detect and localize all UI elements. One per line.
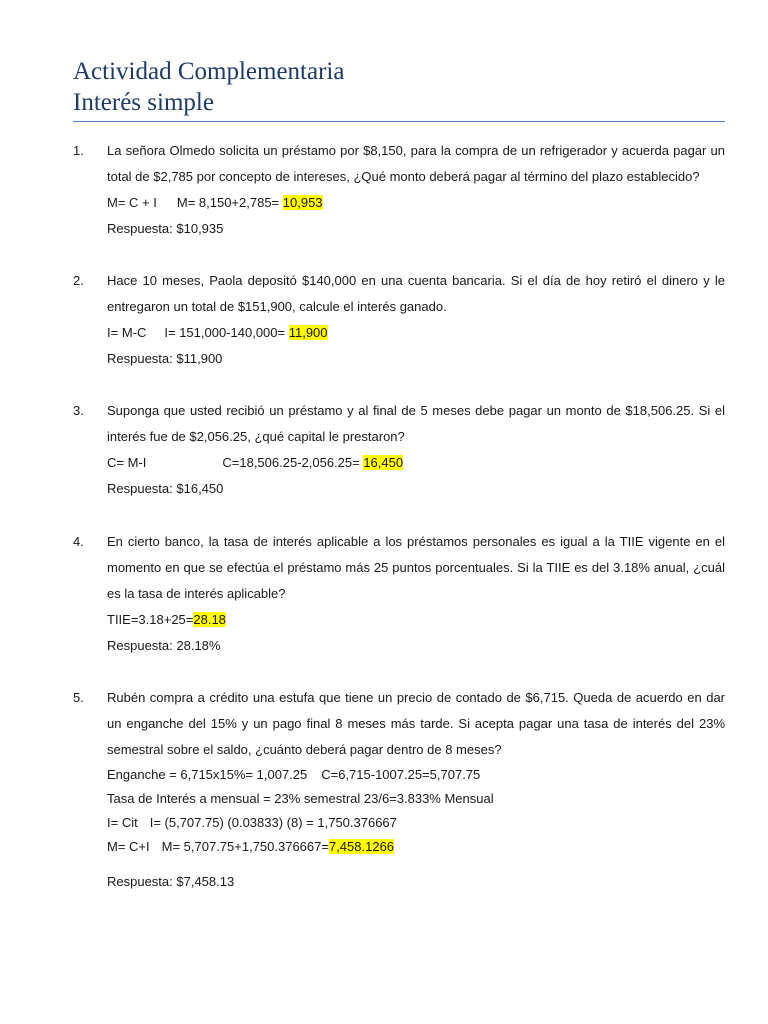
formula: I= Cit bbox=[107, 815, 138, 830]
problem-statement: En cierto banco, la tasa de interés aplicable a los préstamos personales es igual a la TIIE vigente en el momento en que se efectúa el préstamo más 25 puntos porcentuales. Si la TIIE es del 3.18% anual, ¿cuál es la tasa de interés aplicable? bbox=[107, 534, 725, 601]
enganche: Enganche = 6,715x15%= 1,007.25 bbox=[107, 767, 308, 782]
problem-number: 1. bbox=[73, 143, 84, 158]
problem-body bbox=[107, 685, 725, 895]
document-subtitle: Interés simple bbox=[73, 89, 214, 116]
interes-line bbox=[107, 811, 725, 835]
calculation: I= (5,707.75) (0.03833) (8) = 1,750.376667 bbox=[149, 815, 397, 830]
highlighted-result: 16,450 bbox=[363, 455, 404, 470]
calculation: C=18,506.25-2,056.25= bbox=[222, 455, 364, 470]
capital: C=6,715-1007.25=5,707.75 bbox=[321, 767, 481, 782]
problem-statement: Hace 10 meses, Paola depositó $140,000 en una cuenta bancaria. Si el día de hoy retiró el dinero y le entregaron un total de $151,900, calcule el interés ganado. bbox=[107, 273, 725, 314]
title-divider bbox=[73, 121, 725, 122]
calculation: M= 5,707.75+1,750.376667= bbox=[161, 839, 329, 854]
problem-calculation bbox=[107, 190, 725, 216]
formula: M= C+I bbox=[107, 839, 150, 854]
calculation: TIIE=3.18+25= bbox=[107, 612, 194, 627]
title-block bbox=[73, 56, 725, 118]
problem-calculation bbox=[107, 320, 725, 346]
problem-answer: Respuesta: $11,900 bbox=[107, 351, 223, 366]
problem-answer: Respuesta: $16,450 bbox=[107, 481, 224, 496]
tasa-line: Tasa de Interés a mensual = 23% semestral 23/6=3.833% Mensual bbox=[107, 791, 494, 806]
document-title: Actividad Complementaria bbox=[73, 58, 345, 85]
highlighted-result: 7,458.1266 bbox=[328, 839, 395, 854]
problem-body bbox=[107, 529, 725, 659]
formula: M= C + I bbox=[107, 195, 157, 210]
formula: C= M-I bbox=[107, 455, 147, 470]
formula: I= M-C bbox=[107, 325, 147, 340]
problem-answer: Respuesta: 28.18% bbox=[107, 638, 221, 653]
problem-answer: Respuesta: $10,935 bbox=[107, 221, 224, 236]
problem-number: 5. bbox=[73, 690, 84, 705]
problem-number: 4. bbox=[73, 534, 84, 549]
problem-body bbox=[107, 268, 725, 372]
problem-calculation bbox=[107, 607, 725, 633]
problem-statement: Suponga que usted recibió un préstamo y al final de 5 meses debe pagar un monto de $18,506.25. Si el interés fue de $2,056.25, ¿qué capital le prestaron? bbox=[107, 403, 725, 444]
highlighted-result: 28.18 bbox=[193, 612, 226, 627]
problem-body bbox=[107, 398, 725, 502]
enganche-line bbox=[107, 763, 725, 787]
highlighted-result: 10,953 bbox=[282, 195, 323, 210]
problem-number: 2. bbox=[73, 273, 84, 288]
problem-statement: Rubén compra a crédito una estufa que tiene un precio de contado de $6,715. Queda de acuerdo en dar un enganche del 15% y un pago final 8 meses más tarde. Si acepta pagar una tasa de interés del 23% semestral sobre el saldo, ¿cuánto deberá pagar dentro de 8 meses? bbox=[107, 690, 725, 757]
problem-number: 3. bbox=[73, 403, 84, 418]
problem-answer: Respuesta: $7,458.13 bbox=[107, 874, 235, 889]
highlighted-result: 11,900 bbox=[288, 325, 328, 340]
problem-statement: La señora Olmedo solicita un préstamo por $8,150, para la compra de un refrigerador y acuerda pagar un total de $2,785 por concepto de intereses, ¿Qué monto deberá pagar al término del plazo establecido? bbox=[107, 143, 725, 184]
monto-line bbox=[107, 835, 725, 859]
calculation: I= 151,000-140,000= bbox=[164, 325, 289, 340]
calculation: M= 8,150+2,785= bbox=[176, 195, 283, 210]
problem-calculation bbox=[107, 450, 725, 476]
problem-body bbox=[107, 138, 725, 242]
